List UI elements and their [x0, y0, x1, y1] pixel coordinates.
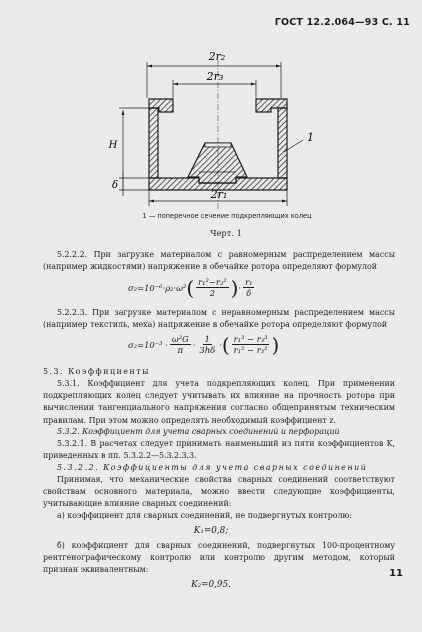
- paragraph-5-2-2-3: 5.2.2.3. При загрузке материалом с неравномерным распределением массы (например текстиль, меха) напряжение в обечайке ротора определяют формулой: [43, 308, 395, 330]
- paragraph-5-3-2-2: Принимая, что механические свойства сварных соединений соответствуют свойствам основного материала, можно ввести следующие коэффициенты, учитывающие влияние сварных соединений:: [43, 475, 395, 509]
- heading-5-3-2-2: 5.3.2.2. Коэффициенты для учета сварных соединений: [57, 463, 368, 472]
- left-wall: [149, 108, 158, 178]
- figure-name: Черт. 1: [210, 228, 242, 238]
- item-b: б) коэффициент для сварных соединений, подвергнутых 100-процентному рентгенографическому контролю или контролю другим методом, который признан эквивалентным:: [43, 541, 395, 575]
- paragraph-5-3-2-1: 5.3.2.1. В расчетах следует принимать наименьший из пяти коэффициентов K, приведенных в пп. 5.3.2.2—5.3.2.3.3.: [43, 439, 395, 461]
- figure-caption: 1 — поперечное сечение подкрепляющих колец: [142, 212, 312, 220]
- page-number: 11: [389, 568, 403, 579]
- formula-2: σ₂=10⁻³ · $\frac{\text{ω²G}}{\pi}$ · $\frac{1}{3h\delta}$ · ( $\frac{\text{r₁³ − r₃³}}{\text{r₁² − r₃²}}$ ): [128, 332, 280, 357]
- paragraph-5-2-2-2: 5.2.2.2. При загрузке материалом с равномерным распределением массы (например жидкостями) напряжение в обечайке ротора определяют формулой: [43, 250, 395, 272]
- hub: [188, 143, 247, 183]
- heading-5-3: 5.3. Коэффициенты: [43, 367, 150, 376]
- paragraph-5-3-1: 5.3.1. Коэффициент для учета подкрепляющих колец. При применении подкрепляющих колец следует учитывать их влияние на прочность ротора при вычислении тангенциального напряжения согласно общепринятым техническим правилам. При этом можно определять необходимый коэффициент z.: [43, 379, 395, 425]
- label-2r3: 2r₃: [206, 70, 224, 83]
- right-wall: [278, 108, 287, 178]
- formula-k1: K₁=0,8;: [193, 526, 229, 536]
- rotor-section-figure: [95, 40, 345, 232]
- label-h: H: [108, 140, 118, 151]
- label-2r1: 2r₁: [210, 188, 228, 201]
- label-2r2: 2r₂: [208, 50, 226, 63]
- formula-1: σ₂=10⁻⁶·ρ₂·ω² ( $\frac{\text{r₁²−r₃²}}{2}$ ) · $\frac{\text{r₁}}{\delta}$: [128, 275, 253, 300]
- label-1: 1: [307, 131, 314, 144]
- label-delta: δ: [111, 180, 119, 191]
- paragraph-5-3-2: 5.3.2. Коэффициент для учета сварных соединений и перфораций: [57, 427, 340, 436]
- item-a: а) коэффициент для сварных соединений, не подвергнутых контролю:: [57, 511, 353, 520]
- page-header: ГОСТ 12.2.064—93 С. 11: [274, 17, 410, 28]
- formula-k2: K₂=0,95.: [191, 580, 231, 590]
